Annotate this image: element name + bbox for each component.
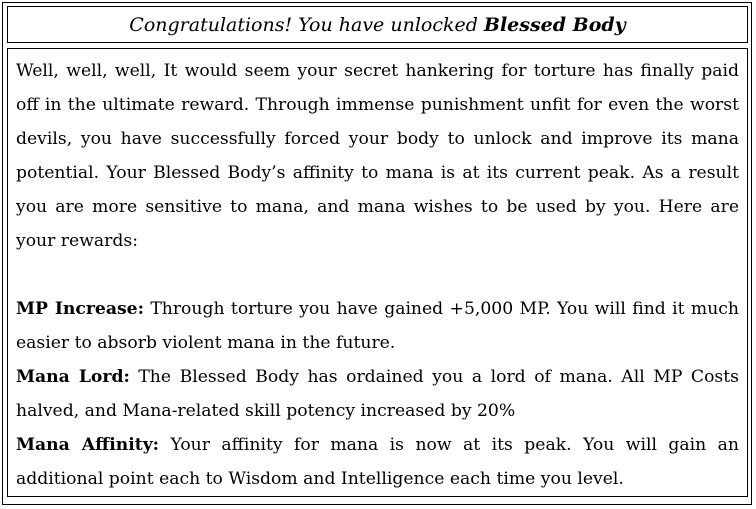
reward-name: Mana Lord: — [16, 367, 130, 387]
reward-name: Mana Affinity: — [16, 435, 160, 455]
reward-name: MP Increase: — [16, 299, 144, 319]
paragraph-spacer — [16, 258, 739, 292]
title-prefix: Congratulations! You have unlocked — [129, 13, 478, 36]
reward-description: Through torture you have gained +5,000 MP. You will find it much easier to absorb violent mana in the future. — [16, 299, 739, 353]
unlocked-ability-name: Blessed Body — [483, 13, 626, 36]
reward-description: The Blessed Body has ordained you a lord of mana. All MP Costs halved, and Mana-related skill potency increased by 20% — [16, 367, 739, 421]
message-body — [7, 48, 748, 497]
reward-mp-increase — [16, 292, 739, 360]
reward-mana-lord — [16, 360, 739, 428]
reward-description: Your affinity for mana is now at its peak. You will gain an additional point each to Wisdom and Intelligence each time you level. — [16, 435, 739, 489]
reward-mana-affinity — [16, 428, 739, 496]
title-bar — [7, 6, 748, 43]
intro-paragraph: Well, well, well, It would seem your secret hankering for torture has finally paid off in the ultimate reward. Through immense punishment unfit for even the worst devils, you have successfully forced your body to unlock and improve its mana potential. Your Blessed Body’s affinity to mana is at its current peak. As a result you are more sensitive to mana, and mana wishes to be used by you. Here are your rewards: — [16, 61, 739, 251]
